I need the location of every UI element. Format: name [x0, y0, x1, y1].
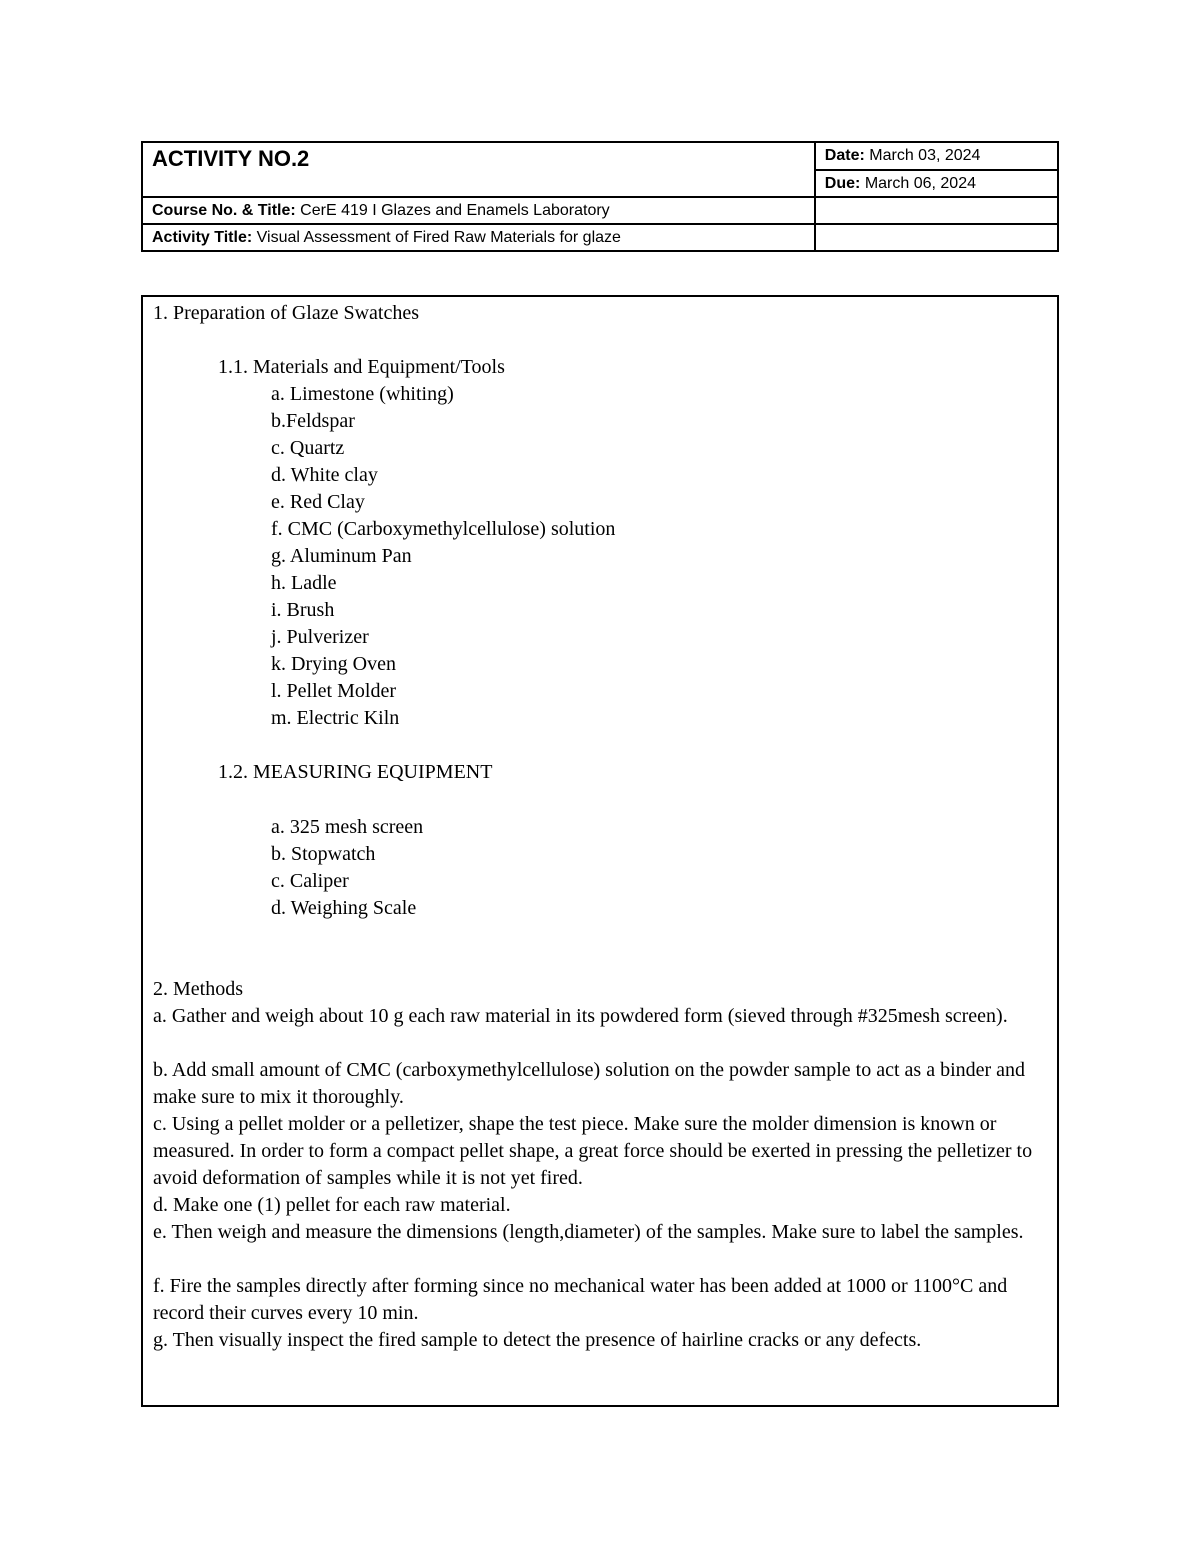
course-value: CerE 419 I Glazes and Enamels Laboratory [300, 201, 610, 219]
activity-number-cell [142, 142, 815, 197]
section1-sub1-title: 1.1. Materials and Equipment/Tools [218, 356, 505, 378]
section1-title: 1. Preparation of Glaze Swatches [153, 302, 420, 324]
list-item: i. Brush [271, 599, 335, 621]
method-step: d. Make one (1) pellet for each raw material. [153, 1194, 511, 1216]
method-step: b. Add small amount of CMC (carboxymethylcellulose) solution on the powder sample to act as a binder and make sure to mix it thoroughly. [153, 1059, 1026, 1108]
method-step: g. Then visually inspect the fired sample to detect the presence of hairline cracks or any defects. [153, 1329, 922, 1351]
list-item: d. White clay [271, 464, 378, 486]
list-item: b.Feldspar [271, 410, 355, 432]
course-cell [142, 197, 815, 224]
activity-header-table [141, 141, 1059, 252]
method-step: f. Fire the samples directly after forming since no mechanical water has been added at 1000 or 1100°C and record their curves every 10 min. [153, 1275, 1008, 1324]
section1-sub2-title: 1.2. MEASURING EQUIPMENT [218, 761, 493, 783]
list-item: a. 325 mesh screen [271, 816, 424, 838]
procedure-box [141, 295, 1059, 1407]
list-item: a. Limestone (whiting) [271, 383, 454, 405]
list-item: l. Pellet Molder [271, 680, 396, 702]
list-item: c. Caliper [271, 870, 349, 892]
method-step: c. Using a pellet molder or a pelletizer, shape the test piece. Make sure the molder dimension is known or measured. In order to form a compact pellet shape, a great force should be exerted in pressing the pelletizer to avoid deformation of samples while it is not yet fired. [153, 1113, 1033, 1189]
list-item: h. Ladle [271, 572, 337, 594]
list-item: m. Electric Kiln [271, 707, 400, 729]
list-item: f. CMC (Carboxymethylcellulose) solution [271, 518, 616, 540]
date-value: March 03, 2024 [869, 147, 981, 164]
list-item: c. Quartz [271, 437, 345, 459]
list-item: e. Red Clay [271, 491, 365, 513]
activity-title-label: Activity Title: [152, 228, 253, 246]
due-value: March 06, 2024 [864, 174, 976, 192]
list-item: k. Drying Oven [271, 653, 396, 675]
activity-title-cell [142, 224, 815, 251]
due-label: Due: [824, 174, 861, 192]
due-cell [815, 170, 1058, 197]
course-blank-cell [815, 197, 1058, 224]
section2-title: 2. Methods [153, 978, 243, 1000]
list-item: d. Weighing Scale [271, 897, 417, 919]
activity-title-value: Visual Assessment of Fired Raw Materials for glaze [256, 228, 621, 246]
date-label: Date: [824, 147, 865, 164]
list-item: g. Aluminum Pan [271, 545, 412, 567]
list-item: b. Stopwatch [271, 843, 376, 865]
activity-number: ACTIVITY NO.2 [152, 146, 310, 171]
method-step: e. Then weigh and measure the dimensions (length,diameter) of the samples. Make sure to label the samples. [153, 1221, 1024, 1243]
list-item: j. Pulverizer [271, 626, 369, 648]
date-cell [815, 142, 1058, 170]
activity-title-blank-cell [815, 224, 1058, 251]
course-label: Course No. & Title: [152, 201, 296, 219]
method-step: a. Gather and weigh about 10 g each raw material in its powdered form (sieved through #325mesh screen). [153, 1005, 1008, 1027]
